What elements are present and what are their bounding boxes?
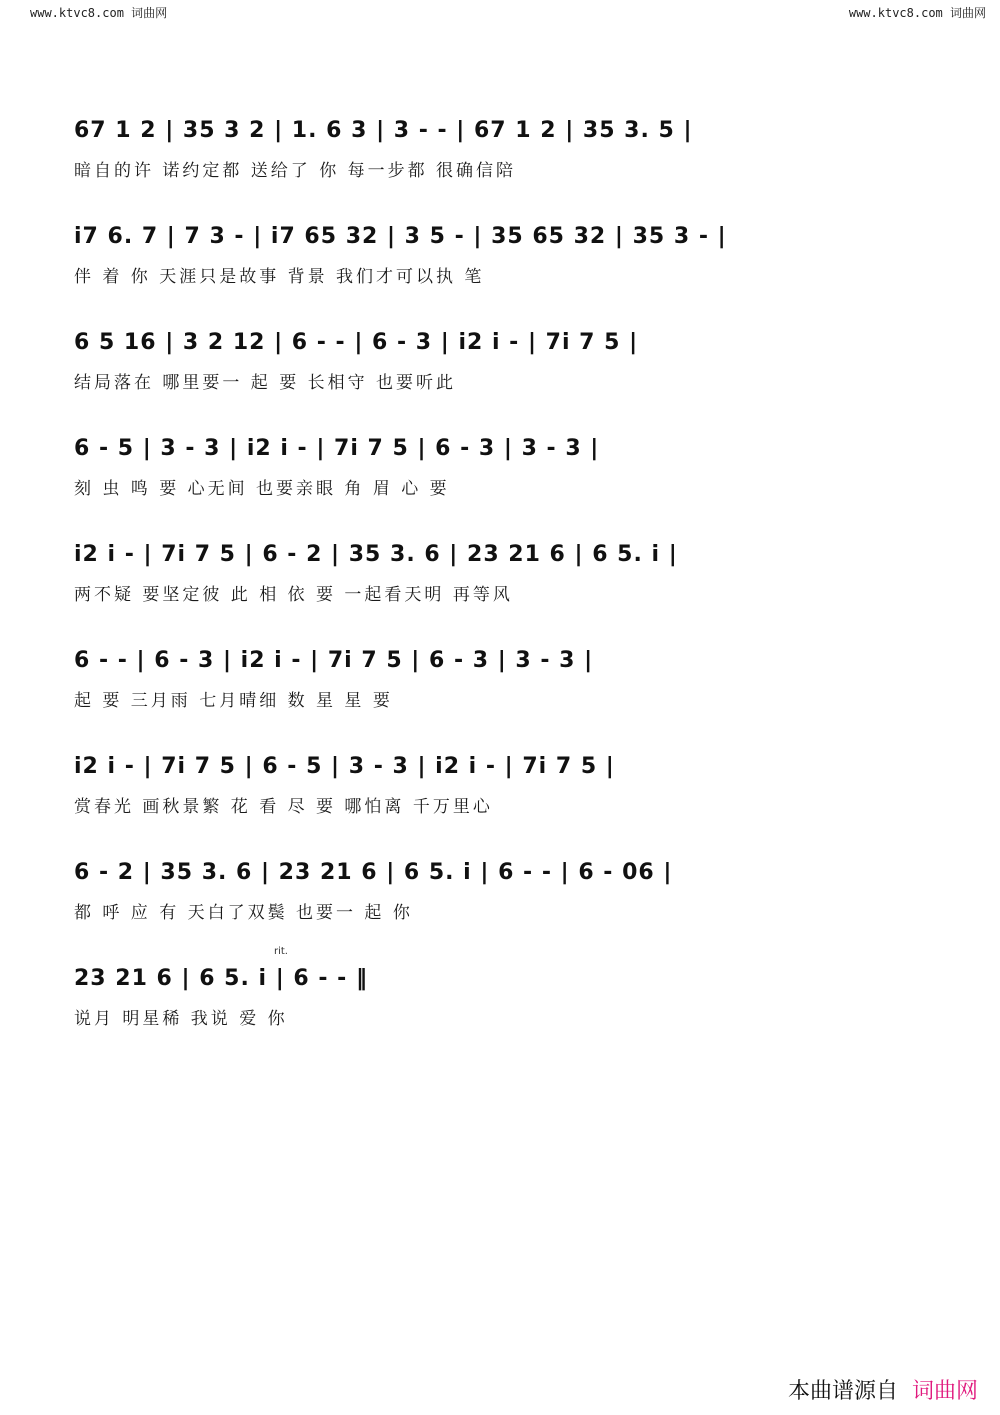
notation-line: i2 i - | 7i 7 5 | 6 - 5 | 3 - 3 | i2 i - | 7i 7 5 |	[74, 754, 615, 779]
lyrics-line: 起 要 三月雨 七月晴细 数 星 星 要	[74, 691, 393, 711]
notation-line: 6 - 2 | 35 3. 6 | 23 21 6 | 6 5. i | 6 - - | 6 - 06 |	[74, 860, 673, 885]
notation-line: i7 6. 7 | 7 3 - | i7 65 32 | 3 5 - | 35 65 32 | 35 3 - |	[74, 224, 727, 249]
notation-line: i2 i - | 7i 7 5 | 6 - 2 | 35 3. 6 | 23 21 6 | 6 5. i |	[74, 542, 678, 567]
lyrics-line: 两不疑 要坚定彼 此 相 依 要 一起看天明 再等风	[74, 585, 513, 605]
brand-link[interactable]: 词曲网	[911, 1379, 978, 1404]
lyrics-line: 都 呼 应 有 天白了双鬓 也要一 起 你	[74, 903, 413, 923]
source-label: 本曲谱源自	[787, 1379, 898, 1404]
notation-line: 6 - 5 | 3 - 3 | i2 i - | 7i 7 5 | 6 - 3 | 3 - 3 |	[74, 436, 600, 461]
lyrics-line: 结局落在 哪里要一 起 要 长相守 也要听此	[74, 373, 457, 393]
lyrics-line: 刻 虫 鸣 要 心无间 也要亲眼 角 眉 心 要	[74, 479, 450, 499]
header-left-watermark: www.ktvc8.com 词曲网	[30, 6, 168, 20]
notation-line: 6 - - | 6 - 3 | i2 i - | 7i 7 5 | 6 - 3 | 3 - 3 |	[74, 648, 594, 673]
notation-line: 6 5 16 | 3 2 12 | 6 - - | 6 - 3 | i2 i - | 7i 7 5 |	[74, 330, 639, 355]
tempo-mark: rit.	[274, 946, 288, 957]
header-right-watermark: www.ktvc8.com 词曲网	[848, 6, 986, 20]
lyrics-line: 说月 明星稀 我说 爱 你	[74, 1009, 288, 1029]
notation-line: 23 21 6 | 6 5. i | 6 - - ‖	[74, 966, 368, 991]
notation-line: 67 1 2 | 35 3 2 | 1. 6 3 | 3 - - | 67 1 2 | 35 3. 5 |	[74, 118, 693, 143]
lyrics-line: 伴 着 你 天涯只是故事 背景 我们才可以执 笔	[74, 267, 485, 287]
source-footer	[788, 1374, 978, 1405]
lyrics-line: 暗自的许 诺约定都 送给了 你 每一步都 很确信陪	[74, 161, 517, 181]
lyrics-line: 赏春光 画秋景繁 花 看 尽 要 哪怕离 千万里心	[74, 797, 493, 817]
